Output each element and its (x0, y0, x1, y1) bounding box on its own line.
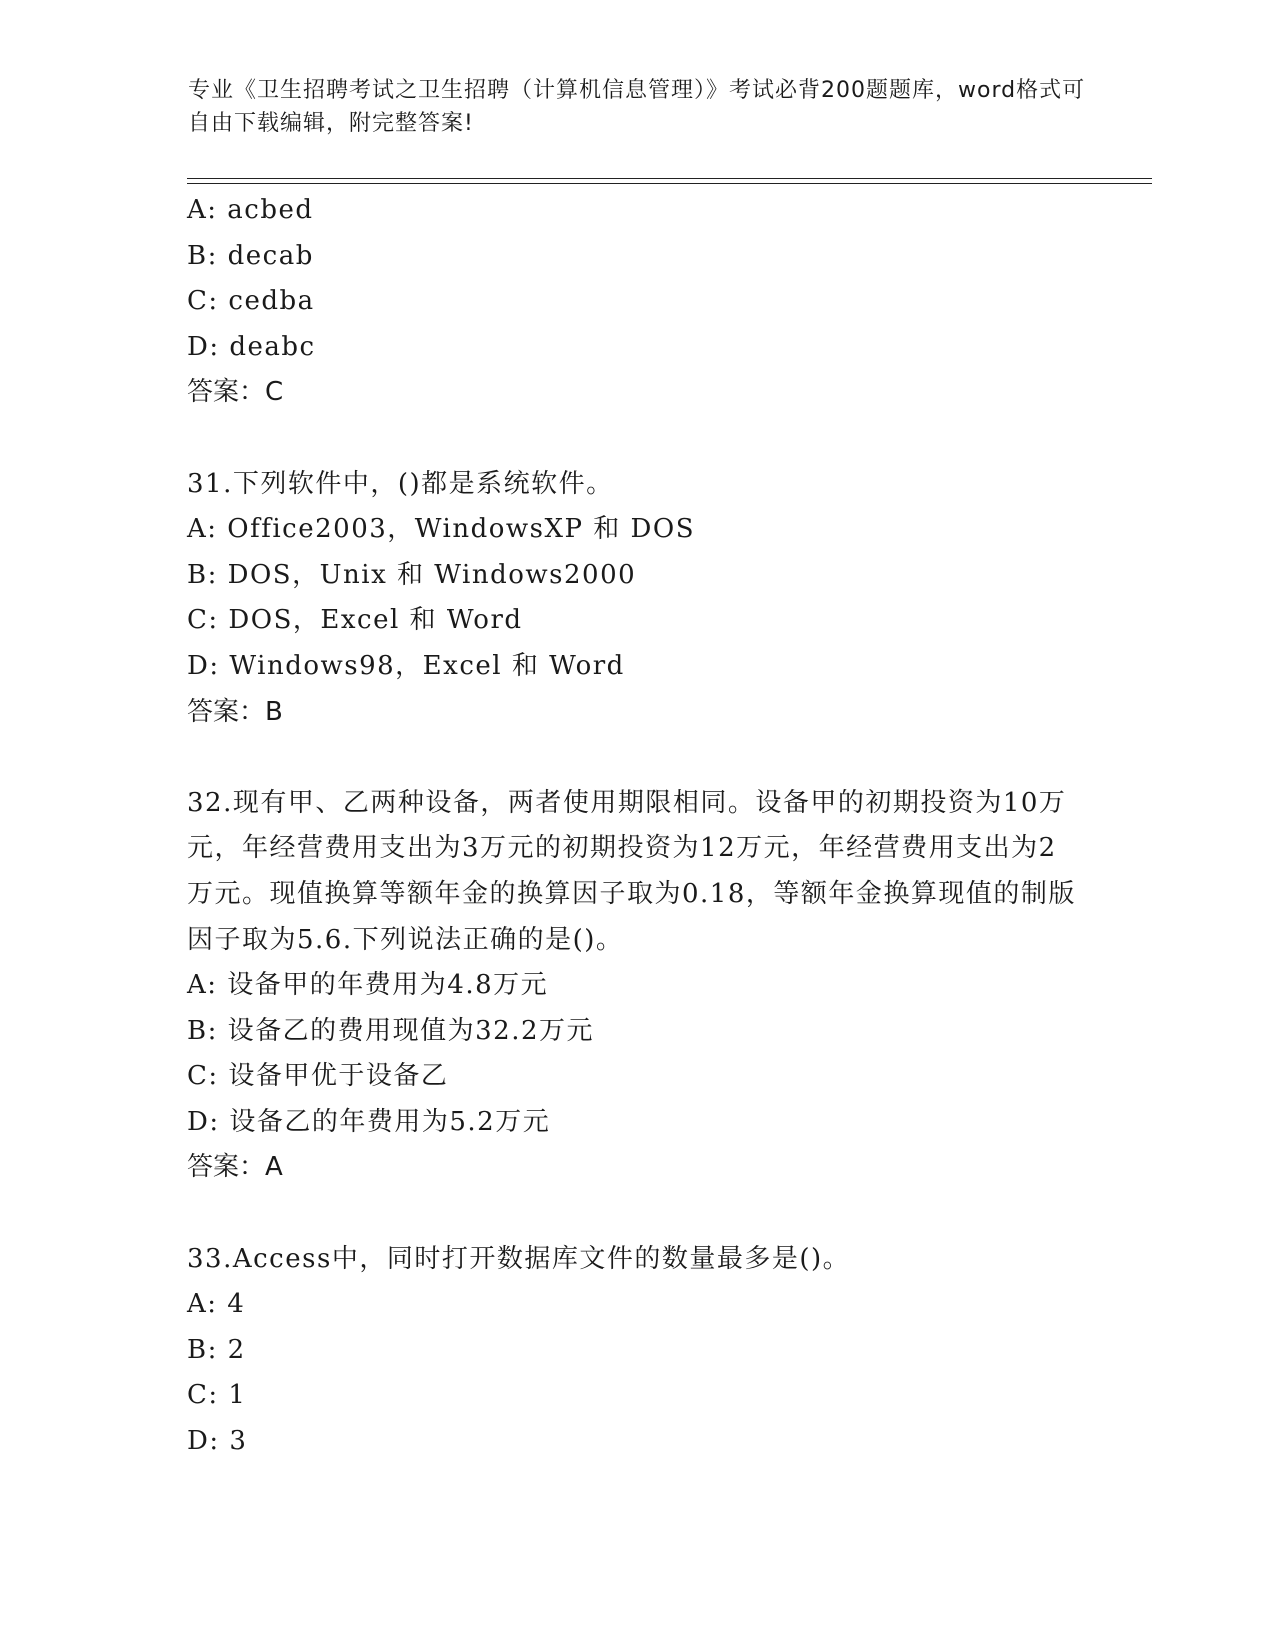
question-list (187, 188, 1087, 1465)
answer-line: 答案：C (187, 377, 284, 408)
header-divider-top (187, 178, 1152, 179)
option-a: A: 设备甲的年费用为4.8万元 (187, 970, 549, 1001)
answer-line: 答案：A (187, 1152, 283, 1183)
option-b: B: decab (187, 240, 314, 271)
option-b: B: 2 (187, 1334, 246, 1365)
option-d: D: deabc (187, 331, 316, 362)
option-b: B: 设备乙的费用现值为32.2万元 (187, 1015, 595, 1046)
spacer (187, 1191, 1087, 1237)
option-c: C: 设备甲优于设备乙 (187, 1061, 449, 1092)
question-stem: 32.现有甲、乙两种设备，两者使用期限相同。设备甲的初期投资为10万元，年经营费用支出为3万元的初期投资为12万元，年经营费用支出为2万元。现值换算等额年金的换算因子取为0.18，等额年金换算现值的制版因子取为5.6.下列说法正确的是()。 (187, 787, 1076, 955)
question-31 (187, 462, 1087, 736)
answer-line: 答案：B (187, 696, 283, 727)
option-d: D: Windows98，Excel 和 Word (187, 650, 625, 681)
question-stem: 31.下列软件中，()都是系统软件。 (187, 468, 614, 499)
option-b: B: DOS，Unix 和 Windows2000 (187, 559, 637, 590)
spacer (187, 416, 1087, 462)
question-stem: 33.Access中，同时打开数据库文件的数量最多是()。 (187, 1243, 851, 1274)
option-c: C: DOS，Excel 和 Word (187, 605, 523, 636)
question-33 (187, 1237, 1087, 1465)
option-d: D: 3 (187, 1426, 248, 1457)
option-c: C: cedba (187, 286, 315, 317)
option-c: C: 1 (187, 1380, 247, 1411)
question-30 (187, 188, 1087, 416)
option-a: A: Office2003，WindowsXP 和 DOS (187, 514, 696, 545)
document-header: 专业《卫生招聘考试之卫生招聘（计算机信息管理）》考试必背200题题库，word格式可自由下载编辑，附完整答案! (188, 78, 1086, 136)
spacer (187, 735, 1087, 781)
question-32 (187, 781, 1087, 1191)
option-a: A: acbed (187, 195, 314, 225)
header-divider-bottom (187, 183, 1152, 184)
option-d: D: 设备乙的年费用为5.2万元 (187, 1106, 551, 1137)
option-a: A: 4 (187, 1289, 246, 1320)
